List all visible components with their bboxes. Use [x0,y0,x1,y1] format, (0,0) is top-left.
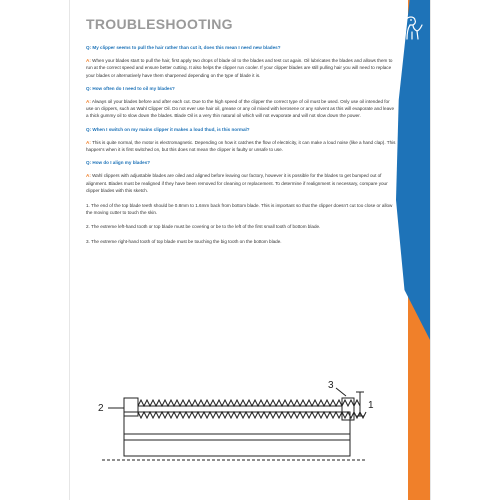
manual-page [70,0,430,500]
blade-teeth [138,400,360,406]
alignment-steps [86,202,396,245]
step-1: 1. The end of the top blade teeth should be 0.8mm to 1.6mm back from bottom blade. This is important so that the clipper doesn't cut too close or allow the moving cutter to touch the skin. [86,203,393,216]
answer-3-text: This is quite normal, the motor is electromagnetic. Depending on how it catches the flow of electricity, it can make a loud noise (like a hand clap). This happen's when it is first switched on, but this does not mean the clipper is faulty or unsafe to use. [86,139,396,153]
question-4: Q: How do I align my blades? [86,160,151,166]
label-3: 3 [328,380,334,391]
answer-3 [86,139,396,153]
question-2: Q: How often do I need to oil my blades? [86,85,175,91]
answer-1-text: When your blades start to pull the hair, first apply two drops of blade oil to the blades and test cut again. Oil lubricates the blades and allows them to run at the correct speed and ensure better cutting. It also helps the clipper run cooler. If your clipper blades are still pulling hair you will need to replace your blades or alternatively have them sharpened depending on the type of blade it is. [86,58,393,78]
blade-left-end [124,398,138,416]
page-title: TROUBLESHOOTING [86,16,233,32]
page-content [86,16,396,252]
question-1: Q: My clipper seems to pull the hair rather than cut it, does this mean I need new blades? [86,45,281,50]
blade-alignment-sketch [94,376,384,466]
dog-icon [398,14,424,42]
answer-4-text: Wahl clippers with adjustable blades are oiled and aligned before leaving our factory, however it is possible for the blades to get bumped out of alignment. Blades must be realigned if they have been removed for cleaning or replacement. To determine if realignment is necessary, compare your clipper blades with this sketch. [86,173,388,193]
answer-prefix: A: [86,173,91,179]
answer-prefix: A: [86,58,91,64]
blade-teeth-lower [138,412,366,418]
step-3: 3. The extreme right-hand tooth of top blade must be touching the big tooth on the bottom blade. [86,238,282,244]
label-2: 2 [98,403,104,414]
answer-prefix: A: [86,99,91,105]
step-2: 2. The extreme left-hand tooth or top blade must be covering or be to the left of the first small tooth of bottom blade. [86,224,321,230]
question-3: Q: When I switch on my mains clipper it makes a loud thud, is this normal? [86,126,250,132]
answer-prefix: A: [86,139,91,145]
leader-3 [336,388,346,396]
answer-2-text: Always oil your blades before and after each cut. Due to the high speed of the clipper the correct type of oil must be used. Only use oil intended for use on clippers, such as Wahl Clipper Oil. Do not ever use hair oil, grease or any oil mixed with kerosene or any solvent as this will evaporate and leave a thick gummy oil to slow down the blades. Blade Oil is a very thin natural oil which will not evaporate and will not slow down the power. [86,99,395,119]
answer-4 [86,172,396,194]
answer-1 [86,57,396,79]
label-1: 1 [368,400,374,411]
answer-2 [86,98,396,120]
